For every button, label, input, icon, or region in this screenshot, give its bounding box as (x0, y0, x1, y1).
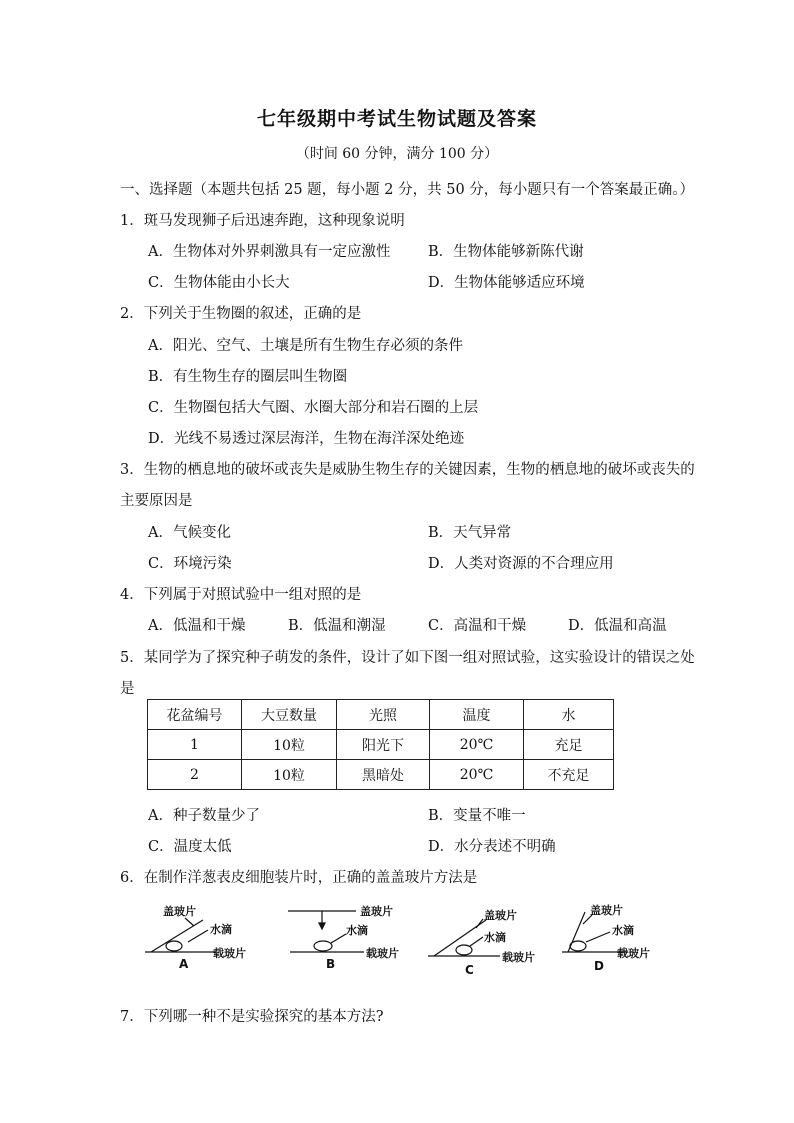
table-cell: 20℃ (430, 760, 524, 790)
table-cell: 10粒 (242, 760, 337, 790)
panel-d (562, 903, 650, 973)
question-1-option-b: B．生物体能够新陈代谢 (428, 244, 584, 260)
question-3-stem: 3．生物的栖息地的破坏或丧失是威胁生物生存的关键因素，生物的栖息地的破坏或丧失的 (120, 462, 695, 478)
table-header-cell: 大豆数量 (242, 700, 337, 730)
page-subtitle: （时间 60 分钟，满分 100 分） (295, 146, 499, 162)
cover-glass-line (151, 920, 203, 952)
question-3-stem-continued: 主要原因是 (120, 493, 193, 509)
cover-glass-label: 盖玻片 (484, 909, 517, 922)
question-5-option-c: C．温度太低 (148, 839, 232, 855)
slide-label: 载玻片 (502, 951, 535, 964)
question-7-stem: 7．下列哪一种不是实验探究的基本方法? (120, 1009, 384, 1025)
question-2-stem: 2．下列关于生物圈的叙述，正确的是 (120, 306, 362, 322)
question-2-option-c: C．生物圈包括大气圈、水圈大部分和岩石圈的上层 (148, 400, 479, 416)
question-3-option-d: D．人类对资源的不合理应用 (428, 556, 614, 572)
water-drop-label: 水滴 (210, 923, 232, 936)
slide-label: 载玻片 (366, 947, 399, 960)
question-5-option-b: B．变量不唯一 (428, 808, 526, 824)
table-cell: 20℃ (430, 730, 524, 760)
water-drop (166, 941, 182, 951)
water-drop (314, 941, 332, 951)
question-1-stem: 1．斑马发现狮子后迅速奔跑，这种现象说明 (120, 213, 405, 229)
question-4-option-a: A．低温和干燥 (148, 618, 246, 634)
question-4-stem: 4．下列属于对照试验中一组对照的是 (120, 587, 362, 603)
question-1-option-c: C．生物体能由小长大 (148, 275, 290, 291)
water-drop (456, 945, 472, 955)
slide-label: 载玻片 (617, 947, 650, 960)
water-drop-label: 水滴 (346, 924, 368, 937)
question-4-option-c: C．高温和干燥 (428, 618, 527, 634)
table-cell: 黑暗处 (337, 760, 430, 790)
table-header-cell: 光照 (337, 700, 430, 730)
page-title: 七年级期中考试生物试题及答案 (256, 108, 537, 130)
question-3-option-c: C．环境污染 (148, 556, 232, 572)
cover-glass-label: 盖玻片 (163, 905, 196, 918)
panel-label: C (465, 963, 474, 977)
pointer-line (331, 934, 346, 943)
cover-glass-label: 盖玻片 (590, 904, 623, 917)
panel-c (428, 908, 535, 977)
table-header-cell: 温度 (430, 700, 524, 730)
question-1-option-d: D．生物体能够适应环境 (428, 275, 585, 291)
panel-label: B (326, 957, 336, 971)
panel-b (288, 904, 399, 971)
table-cell: 1 (148, 730, 242, 760)
pointer-line (586, 932, 610, 942)
question-5-option-d: D．水分表述不明确 (428, 839, 556, 855)
pointer-line (185, 918, 194, 926)
question-5-stem: 5．某同学为了探究种子萌发的条件，设计了如下图一组对照试验，这实验设计的错误之处 (120, 650, 695, 666)
panel-label: A (179, 957, 189, 971)
slide-label: 载玻片 (213, 947, 246, 960)
question-5-option-a: A．种子数量少了 (148, 808, 260, 824)
table-cell: 阳光下 (337, 730, 430, 760)
table-cell: 2 (148, 760, 242, 790)
water-drop-label: 水滴 (484, 931, 506, 944)
question-2-option-a: A．阳光、空气、土壤是所有生物生存必须的条件 (148, 338, 463, 354)
table-cell: 不充足 (524, 760, 614, 790)
question-6-stem: 6．在制作洋葱表皮细胞装片时，正确的盖盖玻片方法是 (120, 870, 478, 886)
question-1-option-a: A．生物体对外界刺激具有一定应激性 (148, 244, 391, 260)
table-header-cell: 花盆编号 (148, 700, 242, 730)
question-4-option-d: D．低温和高温 (568, 618, 667, 634)
question-2-option-b: B．有生物生存的圈层叫生物圈 (148, 369, 348, 385)
question-3-option-a: A．气候变化 (148, 525, 231, 541)
pointer-line (188, 930, 208, 942)
question-4-option-b: B．低温和潮湿 (288, 618, 386, 634)
panel-label: D (594, 959, 604, 973)
water-drop-label: 水滴 (612, 924, 634, 937)
question-3-option-b: B．天气异常 (428, 525, 512, 541)
section-heading: 一、选择题（本题共包括 25 题，每小题 2 分，共 50 分，每小题只有一个答案最正确。） (120, 182, 695, 198)
pointer-line (470, 937, 483, 946)
down-arrow-icon (319, 923, 325, 929)
table-header-cell: 水 (524, 700, 614, 730)
cover-glass-label: 盖玻片 (360, 905, 393, 918)
question-2-option-d: D．光线不易透过深层海洋，生物在海洋深处绝迹 (148, 431, 465, 447)
table-cell: 充足 (524, 730, 614, 760)
water-drop (570, 941, 586, 951)
panel-a (145, 904, 246, 971)
question-5-stem-continued: 是 (120, 681, 135, 697)
table-cell: 10粒 (242, 730, 337, 760)
